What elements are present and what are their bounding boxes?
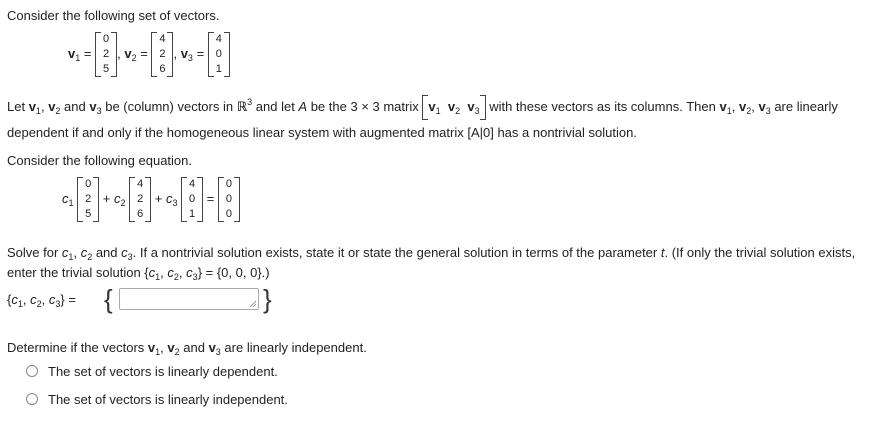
v3-entry: 0 [215,48,222,60]
text: Let [7,98,29,114]
v3-symbol: v [467,99,475,114]
c3-symbol: c [121,245,128,260]
subscript: 2 [36,299,42,309]
entry: 4 [189,178,196,190]
c3-symbol: c [48,292,56,307]
c1-symbol: c [62,190,69,206]
answer-label [7,292,76,309]
resize-handle-icon[interactable] [249,300,256,307]
comma: , [178,265,183,280]
brace: { [7,292,12,307]
zero-vector [218,177,240,222]
equation-vector-v1 [77,177,99,222]
subscript: 1 [155,272,161,282]
linear-combination-equation [62,177,240,222]
text: } = [60,292,76,307]
solution-set-input[interactable] [119,288,259,310]
radio-button[interactable] [26,365,38,377]
v2-entry: 2 [159,48,166,60]
entry: 2 [137,193,144,205]
subscript: 1 [35,105,41,116]
text: } = {0, 0, 0}.) [197,265,270,280]
radio-button[interactable] [26,393,38,405]
text: and [60,98,90,114]
consider-equation-text: Consider the following equation. [7,153,193,168]
text: and [92,245,122,260]
text: be (column) vectors in [101,98,237,114]
v1-symbol: v [428,99,436,114]
equals-sign: = [206,190,215,206]
subscript: 1 [68,252,74,262]
subscript: 3 [127,252,133,262]
c1-symbol: c [61,245,69,260]
v2-symbol: v [447,99,456,114]
subscript: 3 [215,347,221,357]
v2-entry: 6 [159,63,166,75]
v3-symbol: v [208,340,216,355]
comma: , [731,98,736,114]
comma: , [751,98,755,114]
text: and let [252,98,299,114]
comma: , [40,98,45,114]
subscript: 3 [96,105,102,116]
text: enter the trivial solution { [7,265,149,280]
vector-v1 [95,32,117,77]
comma: , [160,340,164,355]
subscript: 2 [173,272,179,282]
subscript: 2 [87,252,93,262]
c1-symbol: c [11,292,18,307]
entry: 1 [189,208,196,220]
comma: , [41,292,46,307]
v1-symbol: v [28,98,36,114]
c2-symbol: c [167,265,174,280]
v2-entry: 4 [159,33,166,45]
v3-subscript: 3 [187,52,193,63]
c3-symbol: c [165,190,173,206]
superscript: 3 [247,96,253,107]
subscript: 2 [120,197,126,208]
subscript: 1 [17,299,23,309]
v1-symbol: v [147,340,156,355]
entry: 0 [189,193,196,205]
text: and [179,340,209,355]
real-space-symbol: ℝ [236,98,248,114]
v1-entry: 0 [103,33,110,45]
subscript: 1 [726,105,732,116]
entry: 5 [85,208,92,220]
c2-symbol: c [113,190,121,206]
v2-symbol: v [167,340,175,355]
v2-symbol: v [48,98,56,114]
subscript: 2 [174,347,180,357]
v1-subscript: 1 [75,52,81,63]
intro-text: Consider the following set of vectors. [7,8,220,23]
solve-instructions-line-2 [7,265,270,282]
subscript: 2 [55,105,61,116]
c3-symbol: c [186,265,193,280]
v2-symbol: v [124,45,132,61]
text: with these vectors as its columns. Then [485,98,720,114]
equals-sign: = [196,45,205,61]
independence-question [7,340,367,357]
v3-symbol: v [89,98,97,114]
text: Determine if the vectors [7,340,148,355]
parameter-symbol: t [660,245,665,260]
comma: , [117,45,121,61]
v3-symbol: v [180,45,188,61]
equals-sign: = [140,45,148,61]
subscript: 3 [172,197,178,208]
subscript: 1 [435,106,441,116]
subscript: 3 [192,272,198,282]
comma: , [73,245,78,260]
option-independent[interactable] [26,392,288,407]
equation-vector-v2 [129,177,151,222]
answer-close-brace: } [263,284,272,314]
option-label: The set of vectors is linearly dependent. [48,364,278,379]
v1-symbol: v [719,98,727,114]
subscript: 1 [155,347,161,357]
definition-line-1 [7,95,838,120]
text: are linearly [770,98,838,114]
vector-set [68,32,230,77]
subscript: 2 [746,105,752,116]
matrix-a-columns [422,95,485,120]
v1-symbol: v [68,45,76,61]
comma: , [160,265,164,280]
solve-instructions-line-1 [7,245,855,262]
equation-vector-v3 [181,177,203,222]
matrix-symbol: A [298,98,308,114]
text: be the 3 × 3 matrix [307,98,423,114]
v1-entry: 5 [103,63,110,75]
subscript: 3 [55,299,61,309]
comma: , [173,45,178,61]
c2-symbol: c [30,292,37,307]
entry: 0 [85,178,92,190]
vector-v2 [151,32,173,77]
entry: 2 [85,193,92,205]
comma: , [22,292,27,307]
text: are linearly independent. [220,340,367,355]
subscript: 3 [765,105,771,116]
v2-symbol: v [738,98,747,114]
subscript: 1 [68,197,74,208]
text: . If a nontrivial solution exists, state it or state the general solution in terms of the parameter [132,245,661,260]
option-dependent[interactable] [26,364,278,379]
v1-entry: 2 [103,48,110,60]
answer-open-brace: { [104,284,113,314]
entry: 0 [225,208,233,220]
v2-subscript: 2 [131,52,137,63]
option-label: The set of vectors is linearly independent. [48,392,288,407]
plus-sign: + [102,190,111,206]
subscript: 2 [455,106,461,116]
plus-sign: + [154,190,163,206]
v3-entry: 4 [215,33,222,45]
v3-symbol: v [758,98,766,114]
entry: 0 [225,178,233,190]
entry: 0 [225,193,233,205]
text: . (If only the trivial solution exists, [664,245,856,260]
vector-v3 [208,32,230,77]
subscript: 3 [474,106,480,116]
definition-line-2: dependent if and only if the homogeneous linear system with augmented matrix [A|0] has a nontrivial solution. [7,125,637,140]
text: Solve for [7,245,62,260]
c2-symbol: c [80,245,88,260]
entry: 4 [137,178,144,190]
equals-sign: = [83,45,92,61]
v3-entry: 1 [215,63,222,75]
c1-symbol: c [148,265,156,280]
entry: 6 [137,208,144,220]
